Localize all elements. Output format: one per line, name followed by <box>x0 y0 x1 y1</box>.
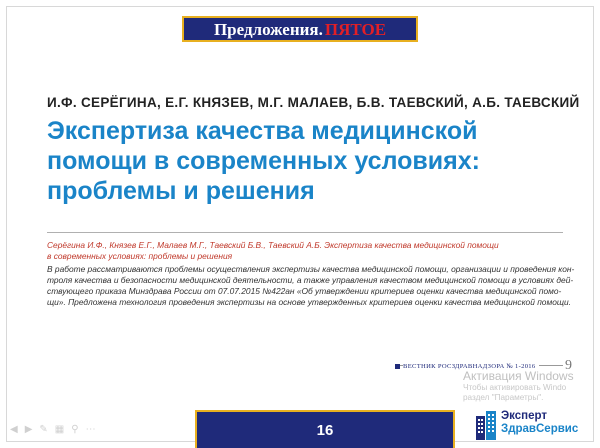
slideshow-controls <box>10 424 96 435</box>
journal-page-number: 9 <box>565 358 572 373</box>
title-line: Экспертиза качества медицинской <box>47 117 478 145</box>
journal-label: ВЕСТНИК РОСЗДРАВНАДЗОРА № 1-2016 <box>403 363 539 370</box>
activation-line: Чтобы активировать Windo <box>463 383 567 392</box>
article-title <box>47 116 587 206</box>
abstract-line: троля качества и безопасности медицинской деятельности, а также управления качеством медицинской помощи в условиях дей- <box>47 275 574 285</box>
square-bullet-icon <box>395 364 400 369</box>
citation-text <box>47 240 557 262</box>
header-banner <box>182 16 418 42</box>
next-arrow-icon[interactable]: ▶ <box>24 424 33 435</box>
header-highlight: ПЯТОЕ <box>324 19 387 39</box>
title-line: проблемы и решения <box>47 177 315 205</box>
citation-line: Серёгина И.Ф., Князев Е.Г., Малаев М.Г., Таевский Б.В., Таевский А.Б. Экспертиза качества медицинской помощи <box>47 240 499 250</box>
article-authors: И.Ф. СЕРЁГИНА, Е.Г. КНЯЗЕВ, М.Г. МАЛАЕВ, Б.В. ТАЕВСКИЙ, А.Б. ТАЕВСКИЙ <box>47 95 580 110</box>
windows-activation-watermark <box>463 369 600 403</box>
abstract-line: ствующего приказа Минздрава России от 07.07.2015 №422ан «Об утверждении критериев оценки качества медицинской помо- <box>47 286 562 296</box>
abstract-text <box>47 264 575 308</box>
abstract-line: щи». Предложена технология проведения экспертизы на основе утвержденных критериев оценки качества медицинской помощи. <box>47 297 571 307</box>
divider-line <box>47 232 563 233</box>
logo-line-1: Эксперт <box>501 410 548 422</box>
prev-arrow-icon[interactable]: ◀ <box>10 424 18 435</box>
header-prefix: Предложения. <box>213 19 323 39</box>
logo-line-2: ЗдравСервис <box>501 423 579 435</box>
title-line: помощи в современных условиях: <box>47 147 480 175</box>
building-icon <box>474 410 498 440</box>
slide-number-bar <box>195 410 455 448</box>
zoom-icon[interactable]: ⚲ <box>71 424 79 435</box>
company-logo <box>474 410 578 440</box>
activation-line: раздел "Параметры". <box>463 393 544 402</box>
citation-line: в современных условиях: проблемы и решения <box>47 251 233 261</box>
slide-number: 16 <box>316 421 334 439</box>
slides-icon[interactable]: ▦ <box>54 424 65 435</box>
pen-icon[interactable]: ✎ <box>39 424 48 435</box>
activation-title: Активация Windows <box>463 369 574 383</box>
abstract-line: В работе рассматриваются проблемы осуществления экспертизы качества медицинской помощи, организации и проведения кон- <box>47 264 575 274</box>
more-icon[interactable]: ⋯ <box>85 424 96 435</box>
